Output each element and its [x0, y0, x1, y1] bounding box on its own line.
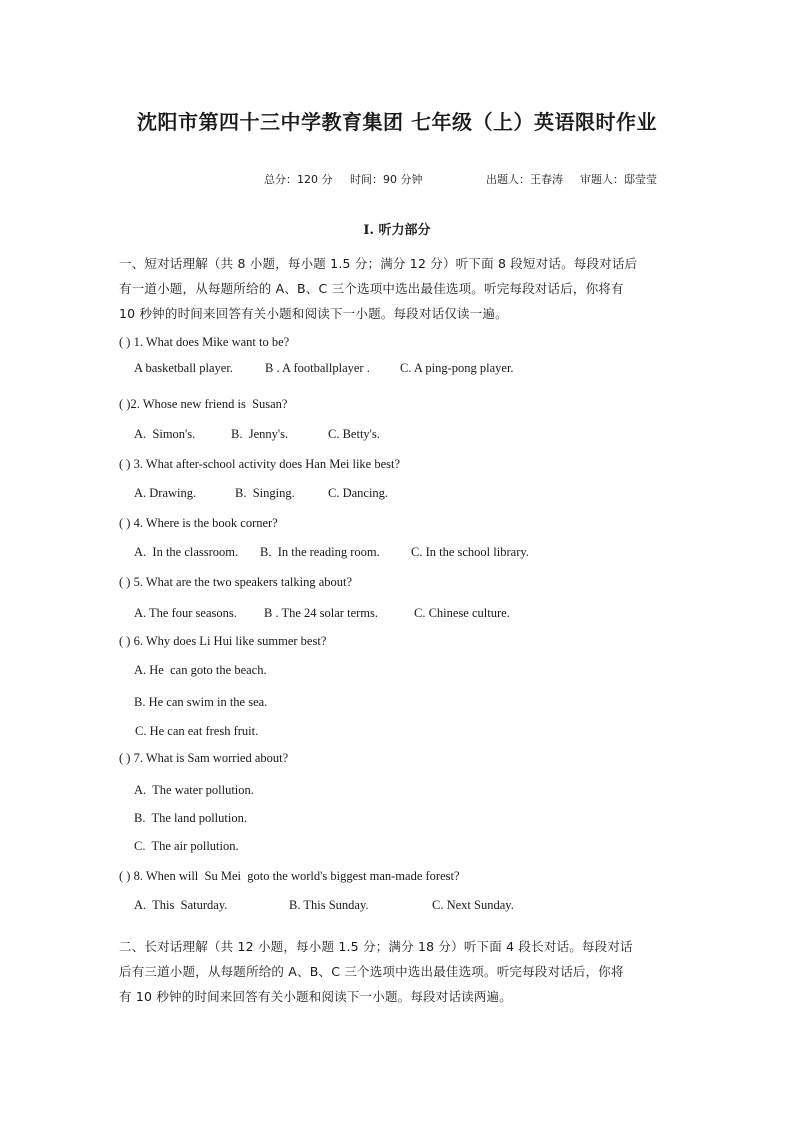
- instruction-line: 后有三道小题，从每题所给的 A、B、C 三个选项中选出最佳选项。听完每段对话后，你将: [119, 964, 624, 979]
- q6-option-b: B. He can swim in the sea.: [134, 695, 268, 709]
- question-1: ( ) 1. What does Mike want to be?: [119, 335, 290, 349]
- reviewer: 审题人：邸莹莹: [580, 173, 657, 186]
- page-title: 沈阳市第四十三中学教育集团 七年级（上）英语限时作业: [137, 110, 657, 134]
- q8-option-b: B. This Sunday.: [289, 898, 369, 912]
- question-7: ( ) 7. What is Sam worried about?: [119, 751, 289, 765]
- instruction-line: 有 10 秒钟的时间来回答有关小题和阅读下一小题。每段对话读两遍。: [119, 989, 512, 1004]
- question-setter: 出题人：王春涛: [486, 173, 563, 186]
- q7-option-b: B. The land pollution.: [134, 811, 247, 825]
- exam-time: 时间：90 分钟: [350, 173, 423, 186]
- part2-instructions: [119, 934, 679, 1009]
- question-5: ( ) 5. What are the two speakers talking about?: [119, 575, 353, 589]
- instruction-line: 有一道小题，从每题所给的 A、B、C 三个选项中选出最佳选项。听完每段对话后，你将有: [119, 281, 624, 296]
- total-score: 总分：120 分: [264, 173, 333, 186]
- q3-option-b: B. Singing.: [235, 486, 295, 500]
- instruction-line: 二、长对话理解（共 12 小题，每小题 1.5 分；满分 18 分）听下面 4 段长对话。每段对话: [119, 939, 633, 954]
- question-6: ( ) 6. Why does Li Hui like summer best?: [119, 634, 327, 648]
- q8-option-a: A. This Saturday.: [134, 898, 228, 912]
- q5-option-b: B . The 24 solar terms.: [264, 606, 378, 620]
- q8-option-c: C. Next Sunday.: [432, 898, 514, 912]
- q4-option-c: C. In the school library.: [411, 545, 529, 559]
- q1-option-a: A basketball player.: [134, 361, 233, 375]
- instruction-line: 10 秒钟的时间来回答有关小题和阅读下一小题。每段对话仅读一遍。: [119, 306, 508, 321]
- part1-instructions: [119, 251, 679, 326]
- q3-option-c: C. Dancing.: [328, 486, 389, 500]
- q2-option-a: A. Simon's.: [134, 427, 196, 441]
- q7-option-a: A. The water pollution.: [134, 783, 254, 797]
- q1-option-b: B . A footballplayer .: [265, 361, 370, 375]
- question-3: ( ) 3. What after-school activity does Han Mei like best?: [119, 457, 401, 471]
- q4-option-a: A. In the classroom.: [134, 545, 239, 559]
- q5-option-a: A. The four seasons.: [134, 606, 237, 620]
- q3-option-a: A. Drawing.: [134, 486, 197, 500]
- q7-option-c: C. The air pollution.: [134, 839, 239, 853]
- question-4: ( ) 4. Where is the book corner?: [119, 516, 278, 530]
- q6-option-c: C. He can eat fresh fruit.: [135, 724, 259, 738]
- section-heading-listening: I. 听力部分: [363, 223, 431, 238]
- question-2: ( )2. Whose new friend is Susan?: [119, 397, 288, 411]
- q4-option-b: B. In the reading room.: [260, 545, 380, 559]
- q1-option-c: C. A ping-pong player.: [400, 361, 514, 375]
- q5-option-c: C. Chinese culture.: [414, 606, 510, 620]
- q6-option-a: A. He can goto the beach.: [134, 663, 267, 677]
- q2-option-b: B. Jenny's.: [231, 427, 289, 441]
- q2-option-c: C. Betty's.: [328, 427, 380, 441]
- instruction-line: 一、短对话理解（共 8 小题，每小题 1.5 分；满分 12 分）听下面 8 段短对话。每段对话后: [119, 256, 638, 271]
- question-8: ( ) 8. When will Su Mei goto the world's biggest man-made forest?: [119, 869, 460, 883]
